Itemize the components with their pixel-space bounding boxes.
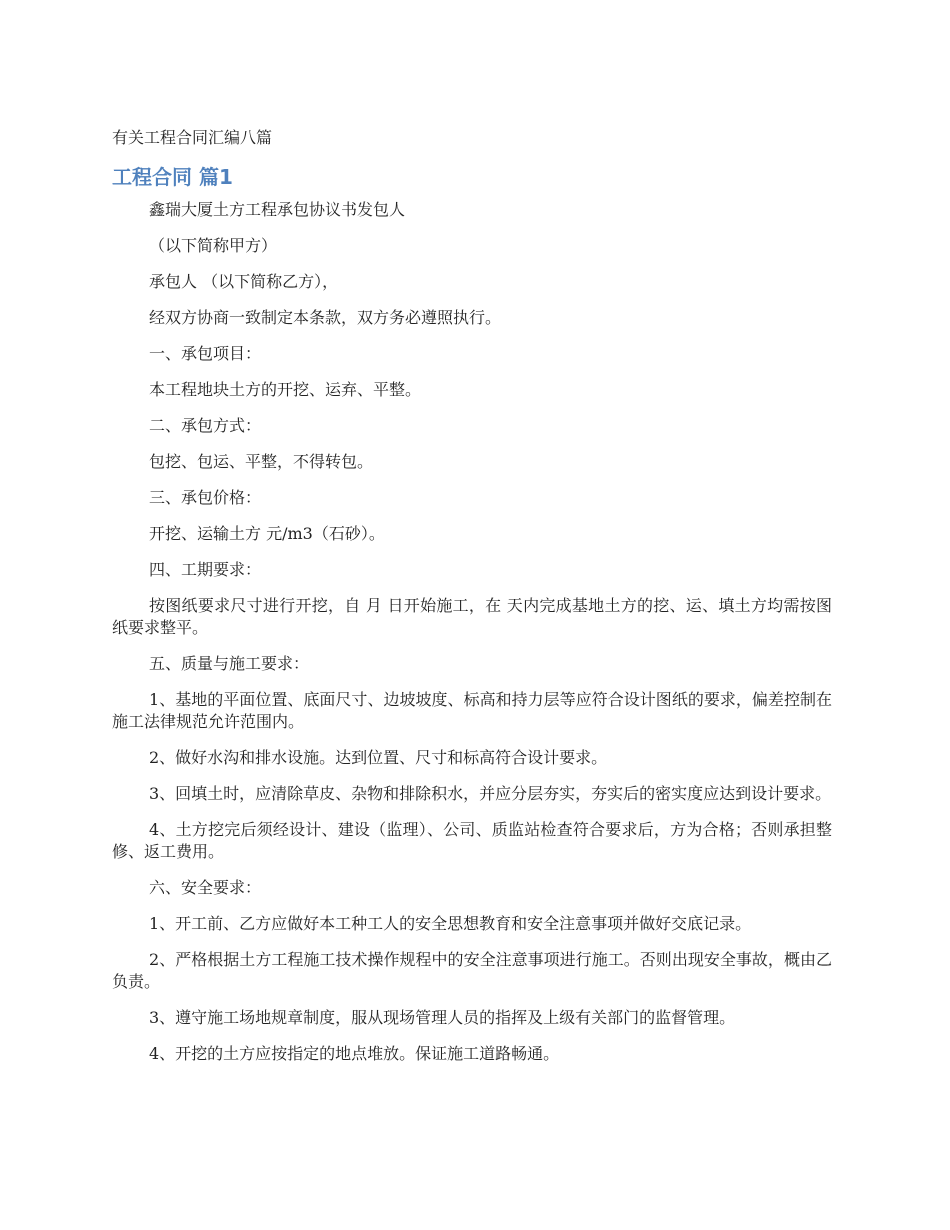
document-body bbox=[112, 199, 832, 1079]
document-title: 有关工程合同汇编八篇 bbox=[112, 128, 273, 147]
clause-heading-2: 二、承包方式： bbox=[149, 416, 262, 435]
paragraph-12: 按图纸要求尺寸进行开挖，自 月 日开始施工，在 天内完成基地土方的挖、运、填土方均需按图纸要求整平。 bbox=[112, 596, 832, 637]
paragraph-8: 包挖、包运、平整，不得转包。 bbox=[149, 452, 374, 471]
paragraph-15: 2、做好水沟和排水设施。达到位置、尺寸和标高符合设计要求。 bbox=[149, 748, 608, 767]
paragraph-2: （以下简称甲方） bbox=[149, 236, 278, 255]
paragraph-21: 3、遵守施工场地规章制度，服从现场管理人员的指挥及上级有关部门的监督管理。 bbox=[149, 1008, 736, 1027]
paragraph-14: 1、基地的平面位置、底面尺寸、边坡坡度、标高和持力层等应符合设计图纸的要求，偏差控制在施工法律规范允许范围内。 bbox=[112, 690, 832, 731]
paragraph-16: 3、回填土时，应清除草皮、杂物和排除积水，并应分层夯实，夯实后的密实度应达到设计要求。 bbox=[149, 784, 832, 803]
clause-heading-5: 五、质量与施工要求： bbox=[149, 654, 310, 673]
paragraph-22: 4、开挖的土方应按指定的地点堆放。保证施工道路畅通。 bbox=[149, 1044, 560, 1063]
clause-heading-1: 一、承包项目： bbox=[149, 344, 262, 363]
clause-heading-4: 四、工期要求： bbox=[149, 560, 262, 579]
clause-heading-3: 三、承包价格： bbox=[149, 488, 262, 507]
paragraph-17: 4、土方挖完后须经设计、建设（监理）、公司、质监站检查符合要求后，方为合格；否则承担整修、返工费用。 bbox=[112, 820, 832, 861]
paragraph-20: 2、严格根据土方工程施工技术操作规程中的安全注意事项进行施工。否则出现安全事故，概由乙负责。 bbox=[112, 950, 832, 991]
paragraph-19: 1、开工前、乙方应做好本工种工人的安全思想教育和安全注意事项并做好交底记录。 bbox=[149, 914, 752, 933]
paragraph-6: 本工程地块土方的开挖、运弃、平整。 bbox=[149, 380, 422, 399]
paragraph-3: 承包人 （以下简称乙方）， bbox=[149, 272, 339, 291]
section-heading: 工程合同 篇1 bbox=[112, 165, 233, 189]
paragraph-4: 经双方协商一致制定本条款，双方务必遵照执行。 bbox=[149, 308, 502, 327]
paragraph-1: 鑫瑞大厦土方工程承包协议书发包人 bbox=[149, 200, 406, 219]
clause-heading-6: 六、安全要求： bbox=[149, 878, 262, 897]
paragraph-10: 开挖、运输土方 元/m3（石砂）。 bbox=[149, 524, 385, 543]
